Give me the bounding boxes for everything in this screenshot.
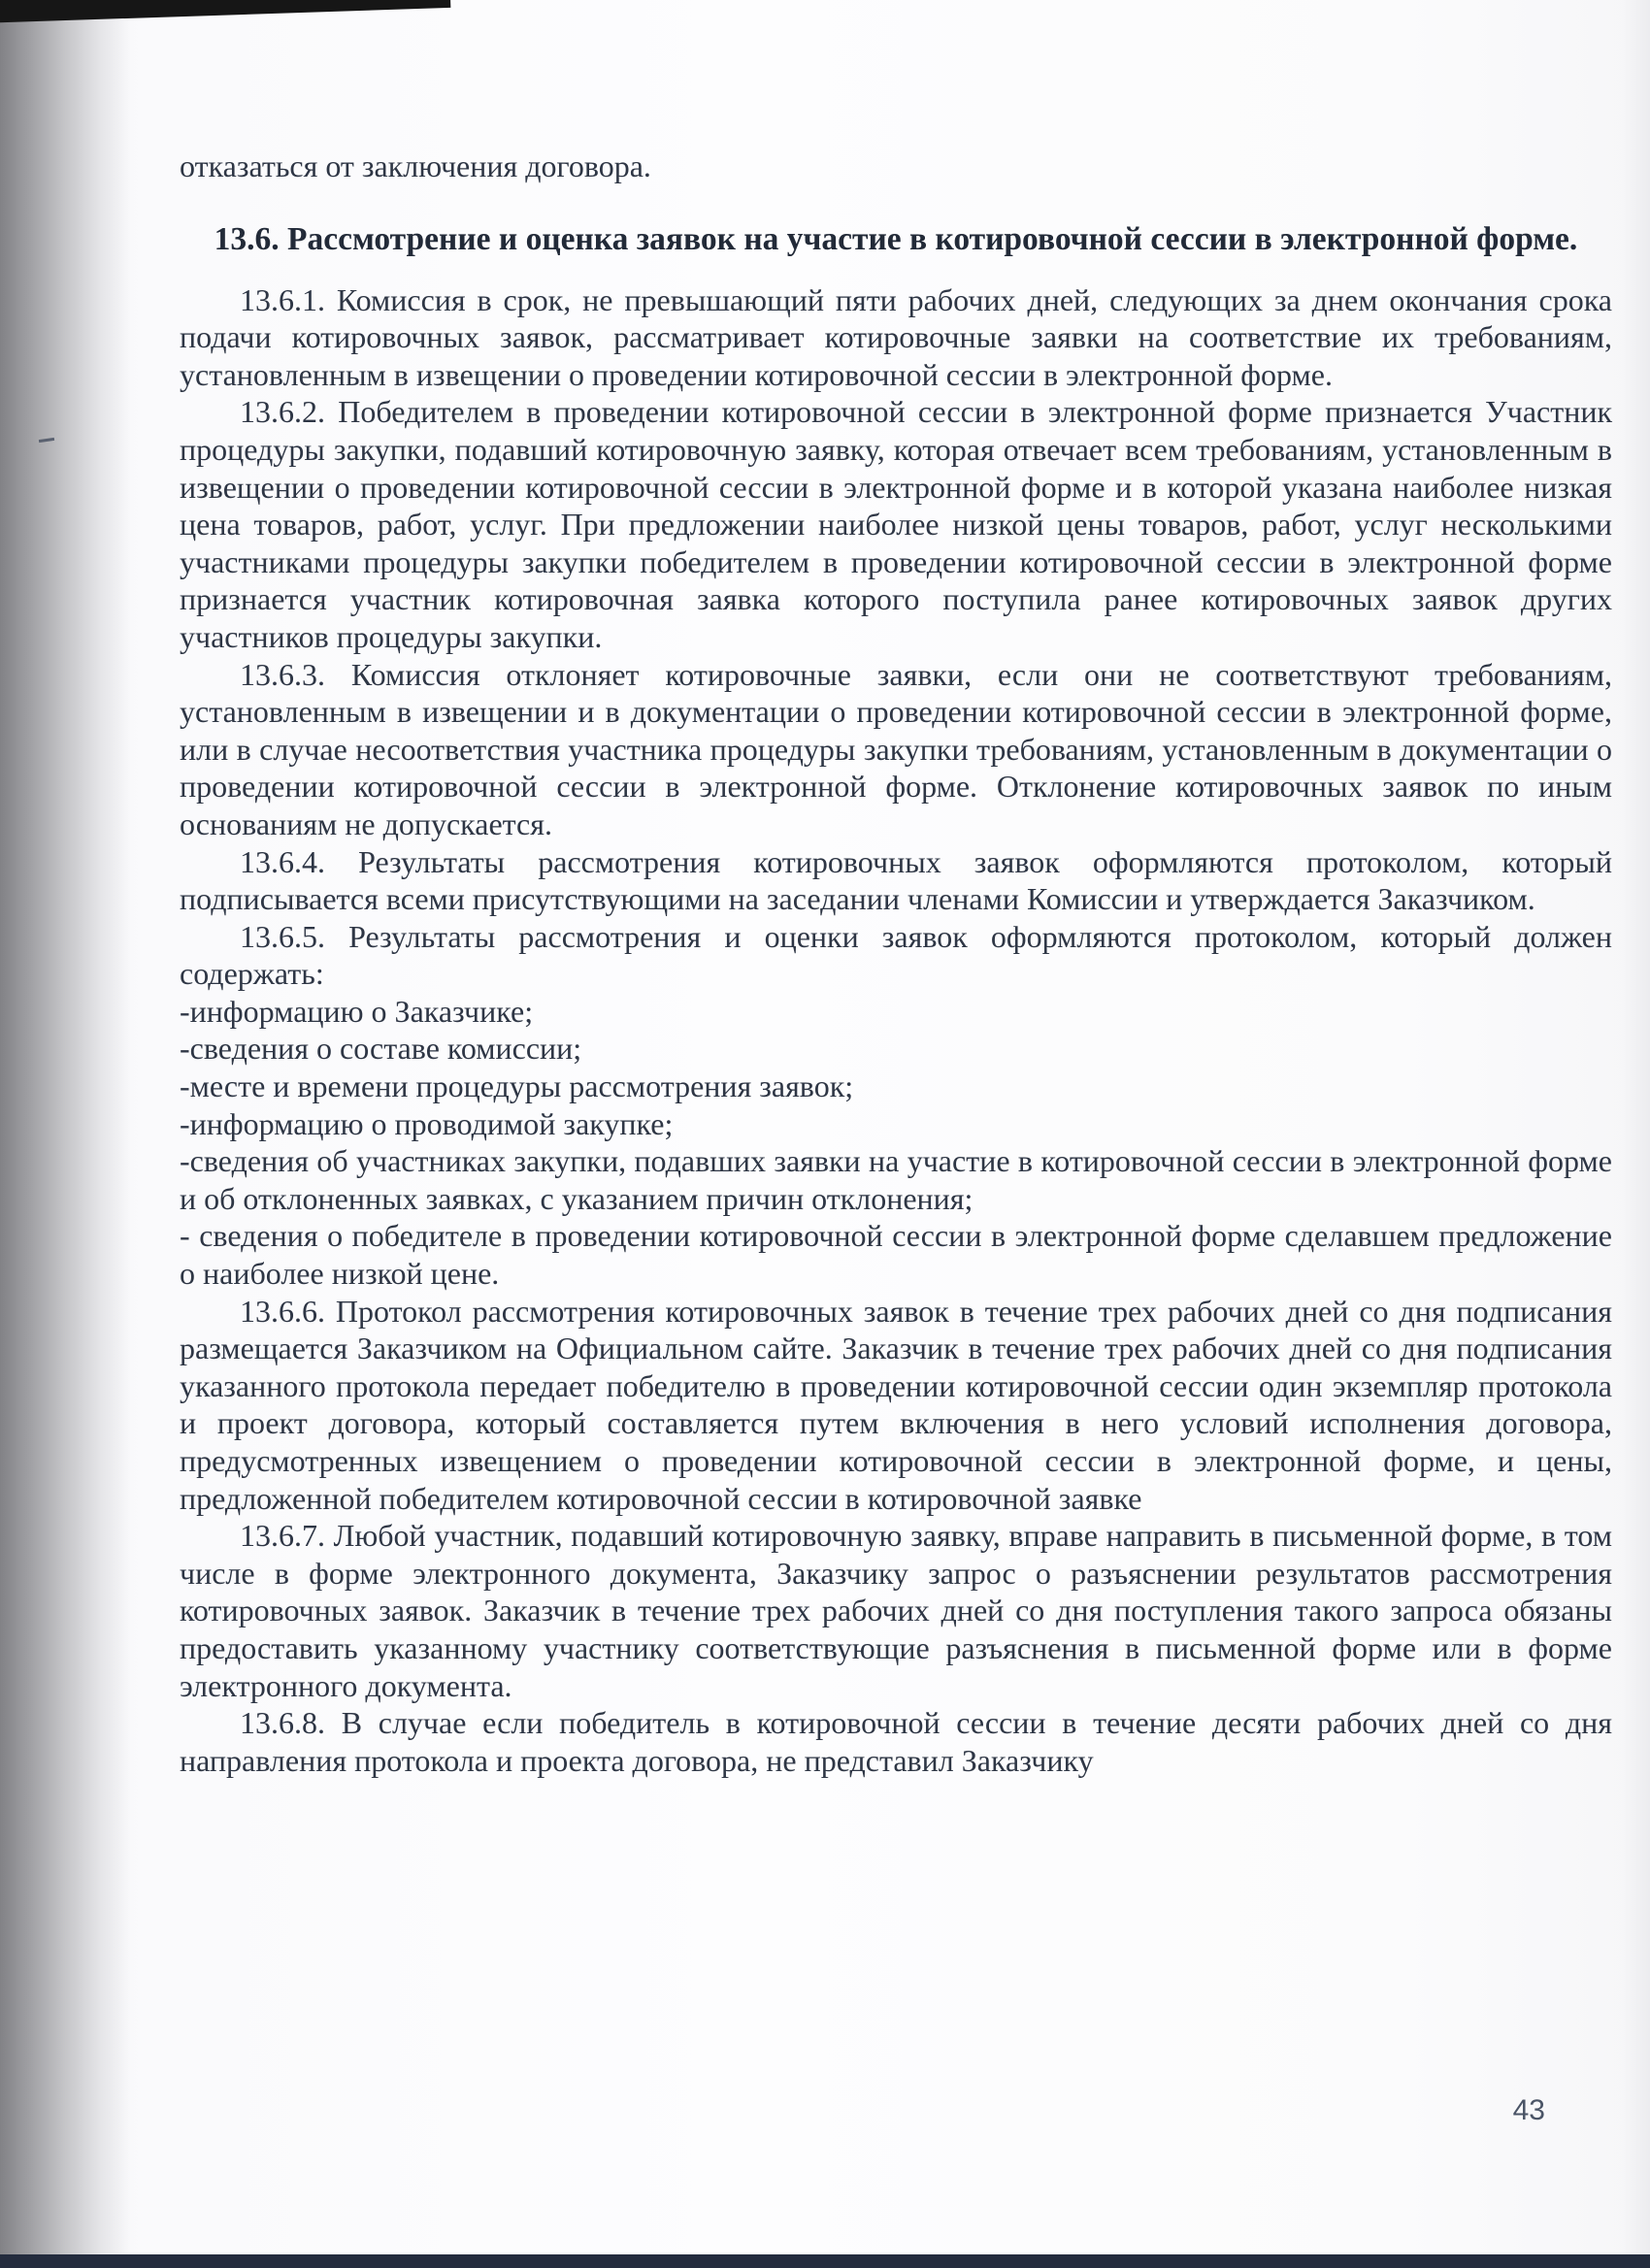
document-text-column (180, 0, 1612, 1779)
scan-right-edge-shadow (1621, 0, 1650, 2268)
protocol-item-procurement-info: -информацию о проводимой закупке; (180, 1105, 674, 1141)
section-body (180, 281, 1612, 1780)
protocol-item-winner-info: - сведения о победителе в проведении котировочной сессии в электронной форме сделавшем предложение о наиболее низкой цене. (180, 1218, 1612, 1292)
clause-13-6-7: 13.6.7. Любой участник, подавший котировочную заявку, вправе направить в письменной форме, в том числе в форме электронного документа, Заказчику запрос о разъяснении результатов рассмотрения котировочных заявок. Заказчик в течение трех рабочих дней со дня поступления такого запроса обязаны предоставить указанному участнику соответствующие разъяснения в письменной форме или в форме электронного документа. (180, 1518, 1612, 1703)
clause-13-6-8: 13.6.8. В случае если победитель в котировочной сессии в течение десяти рабочих дней со дня направления протокола и проекта договора, не представил Заказчику (180, 1705, 1612, 1778)
clause-13-6-2: 13.6.2. Победителем в проведении котировочной сессии в электронной форме признается Участник процедуры закупки, подавший котировочную заявку, которая отвечает всем требованиям, установленным в извещении о проведении котировочной сессии в электронной форме и в которой указана наиболее низкая цена товаров, работ, услуг. При предложении наиболее низкой цены товаров, работ, услуг несколькими участниками процедуры закупки победителем в проведении котировочной сессии в электронной форме признается участник котировочная заявка которого поступила ранее котировочных заявок других участников процедуры закупки. (180, 394, 1612, 654)
protocol-item-customer-info: -информацию о Заказчике; (180, 993, 534, 1029)
clause-13-6-1: 13.6.1. Комиссия в срок, не превышающий пяти рабочих дней, следующих за днем окончания срока подачи котировочных заявок, рассматривает котировочные заявки на соответствие их требованиям, установленным в извещении о проведении котировочной сессии в электронной форме. (180, 281, 1612, 392)
continuation-text: отказаться от заключения договора. (180, 148, 651, 183)
protocol-item-place-and-time: -месте и времени процедуры рассмотрения заявок; (180, 1068, 854, 1104)
protocol-item-participants-info: -сведения об участниках закупки, подавших заявки на участие в котировочной сессии в электронной форме и об отклоненных заявках, с указанием причин отклонения; (180, 1143, 1612, 1216)
page-number: 43 (1512, 2094, 1545, 2126)
section-heading: 13.6. Рассмотрение и оценка заявок на участие в котировочной сессии в электронной форме. (214, 220, 1578, 257)
scan-left-edge-shadow (0, 0, 131, 2268)
clause-13-6-5: 13.6.5. Результаты рассмотрения и оценки заявок оформляются протоколом, который должен содержать: (180, 918, 1612, 992)
protocol-item-commission-membership: -сведения о составе комиссии; (180, 1031, 582, 1067)
clause-13-6-4: 13.6.4. Результаты рассмотрения котировочных заявок оформляются протоколом, который подписывается всеми присутствующими на заседании членами Комиссии и утверждается Заказчиком. (180, 843, 1612, 917)
scan-bottom-edge-bar (0, 2254, 1650, 2268)
clause-13-6-6: 13.6.6. Протокол рассмотрения котировочных заявок в течение трех рабочих дней со дня подписания размещается Заказчиком на Официальном сайте. Заказчик в течение трех рабочих дней со дня подписания указанного протокола передает победителю в проведении котировочной сессии один экземпляр протокола и проект договора, который составляется путем включения в него условий исполнения договора, предусмотренных извещением о проведении котировочной сессии в электронной форме, и цены, предложенной победителем котировочной сессии в котировочной заявке (180, 1293, 1612, 1516)
clause-13-6-3: 13.6.3. Комиссия отклоняет котировочные заявки, если они не соответствуют требованиям, установленным в извещении и в документации о проведении котировочной сессии в электронной форме, или в случае несоответствия участника процедуры закупки требованиям, установленным в документации о проведении котировочной сессии в электронной форме. Отклонение котировочных заявок по иным основаниям не допускается. (180, 656, 1612, 841)
